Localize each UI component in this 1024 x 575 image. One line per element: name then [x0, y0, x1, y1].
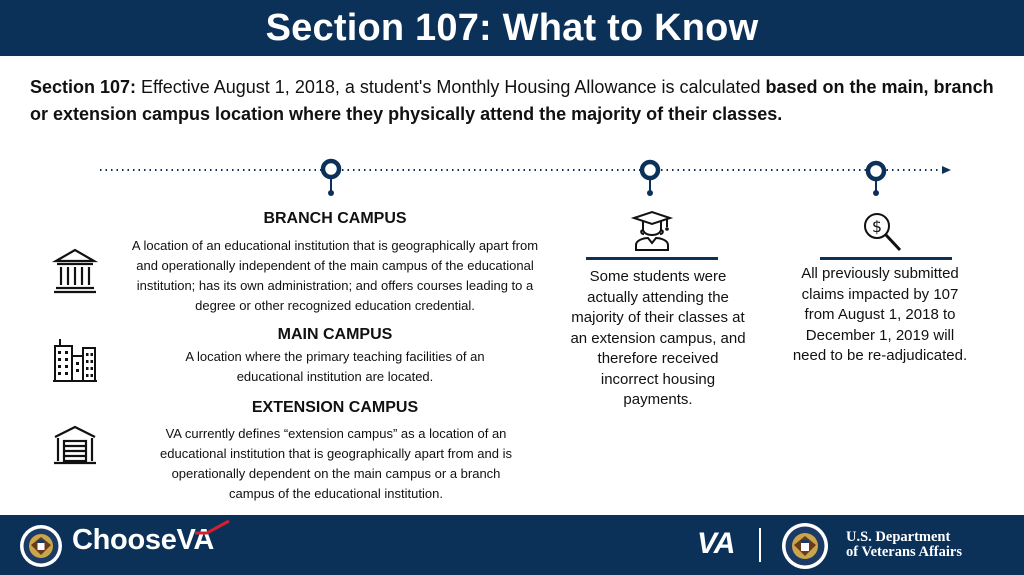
main-campus-title: MAIN CAMPUS	[277, 326, 393, 343]
page-title: Section 107: What to Know	[265, 6, 759, 49]
graduate-column-rule	[586, 257, 718, 260]
department-line-1: U.S. Department	[846, 529, 951, 545]
extension-campus-title: EXTENSION CAMPUS	[251, 399, 419, 416]
timeline-marker-2	[642, 162, 658, 196]
intro-emphasis: based on the main, branch or extension campus location where they physically attend the majority of their classes.	[30, 77, 994, 124]
timeline-marker-1	[323, 161, 339, 196]
claims-note: All previously submitted claims impacted by 107 from August 1, 2018 to December 1, 2019 will need to be re-adjudicated.	[792, 265, 968, 364]
intro-lead: Section 107:	[30, 77, 137, 97]
choose-va-swoosh-icon	[193, 519, 233, 535]
building-columns-icon	[52, 247, 98, 295]
graduate-icon	[630, 210, 674, 252]
va-seal-icon	[17, 523, 65, 569]
svg-text:$: $	[871, 217, 883, 236]
footer-divider	[759, 528, 761, 562]
branch-campus-description: A location of an educational institution that is geographically apart from and operationally independent of the main campus of the educational institution; has its own administration; and offers courses leading to a degree or other recognized education credential.	[131, 238, 539, 313]
va-seal-large-icon	[777, 521, 833, 571]
timeline-arrow-icon	[942, 166, 951, 174]
timeline-marker-3	[868, 163, 884, 196]
timeline	[0, 150, 1024, 200]
intro-text: Effective August 1, 2018, a student's Monthly Housing Allowance is calculated	[136, 77, 766, 97]
dollar-magnifier-icon	[861, 211, 903, 253]
department-line-2: of Veterans Affairs	[846, 544, 962, 560]
department-name	[846, 530, 962, 560]
students-note: Some students were actually attending the majority of their classes at an extension campus, and therefore received incorrect housing payments.	[570, 268, 746, 408]
choose-text: Choose	[72, 524, 177, 556]
main-campus-description: A location where the primary teaching facilities of an educational institution are located.	[185, 349, 485, 384]
va-logo: VA	[697, 527, 735, 560]
garage-building-icon	[52, 424, 98, 466]
extension-campus-description: VA currently defines “extension campus” as a location of an educational institution that is geographically apart from and is operationally dependent on the main campus or a branch campus of the educational institution.	[160, 426, 512, 501]
header-banner	[0, 0, 1024, 56]
choose-va-text: VA	[176, 524, 215, 556]
claims-column-rule	[820, 257, 952, 260]
intro-paragraph	[30, 74, 1005, 128]
branch-campus-title: BRANCH CAMPUS	[263, 210, 407, 227]
city-buildings-icon	[52, 336, 98, 384]
